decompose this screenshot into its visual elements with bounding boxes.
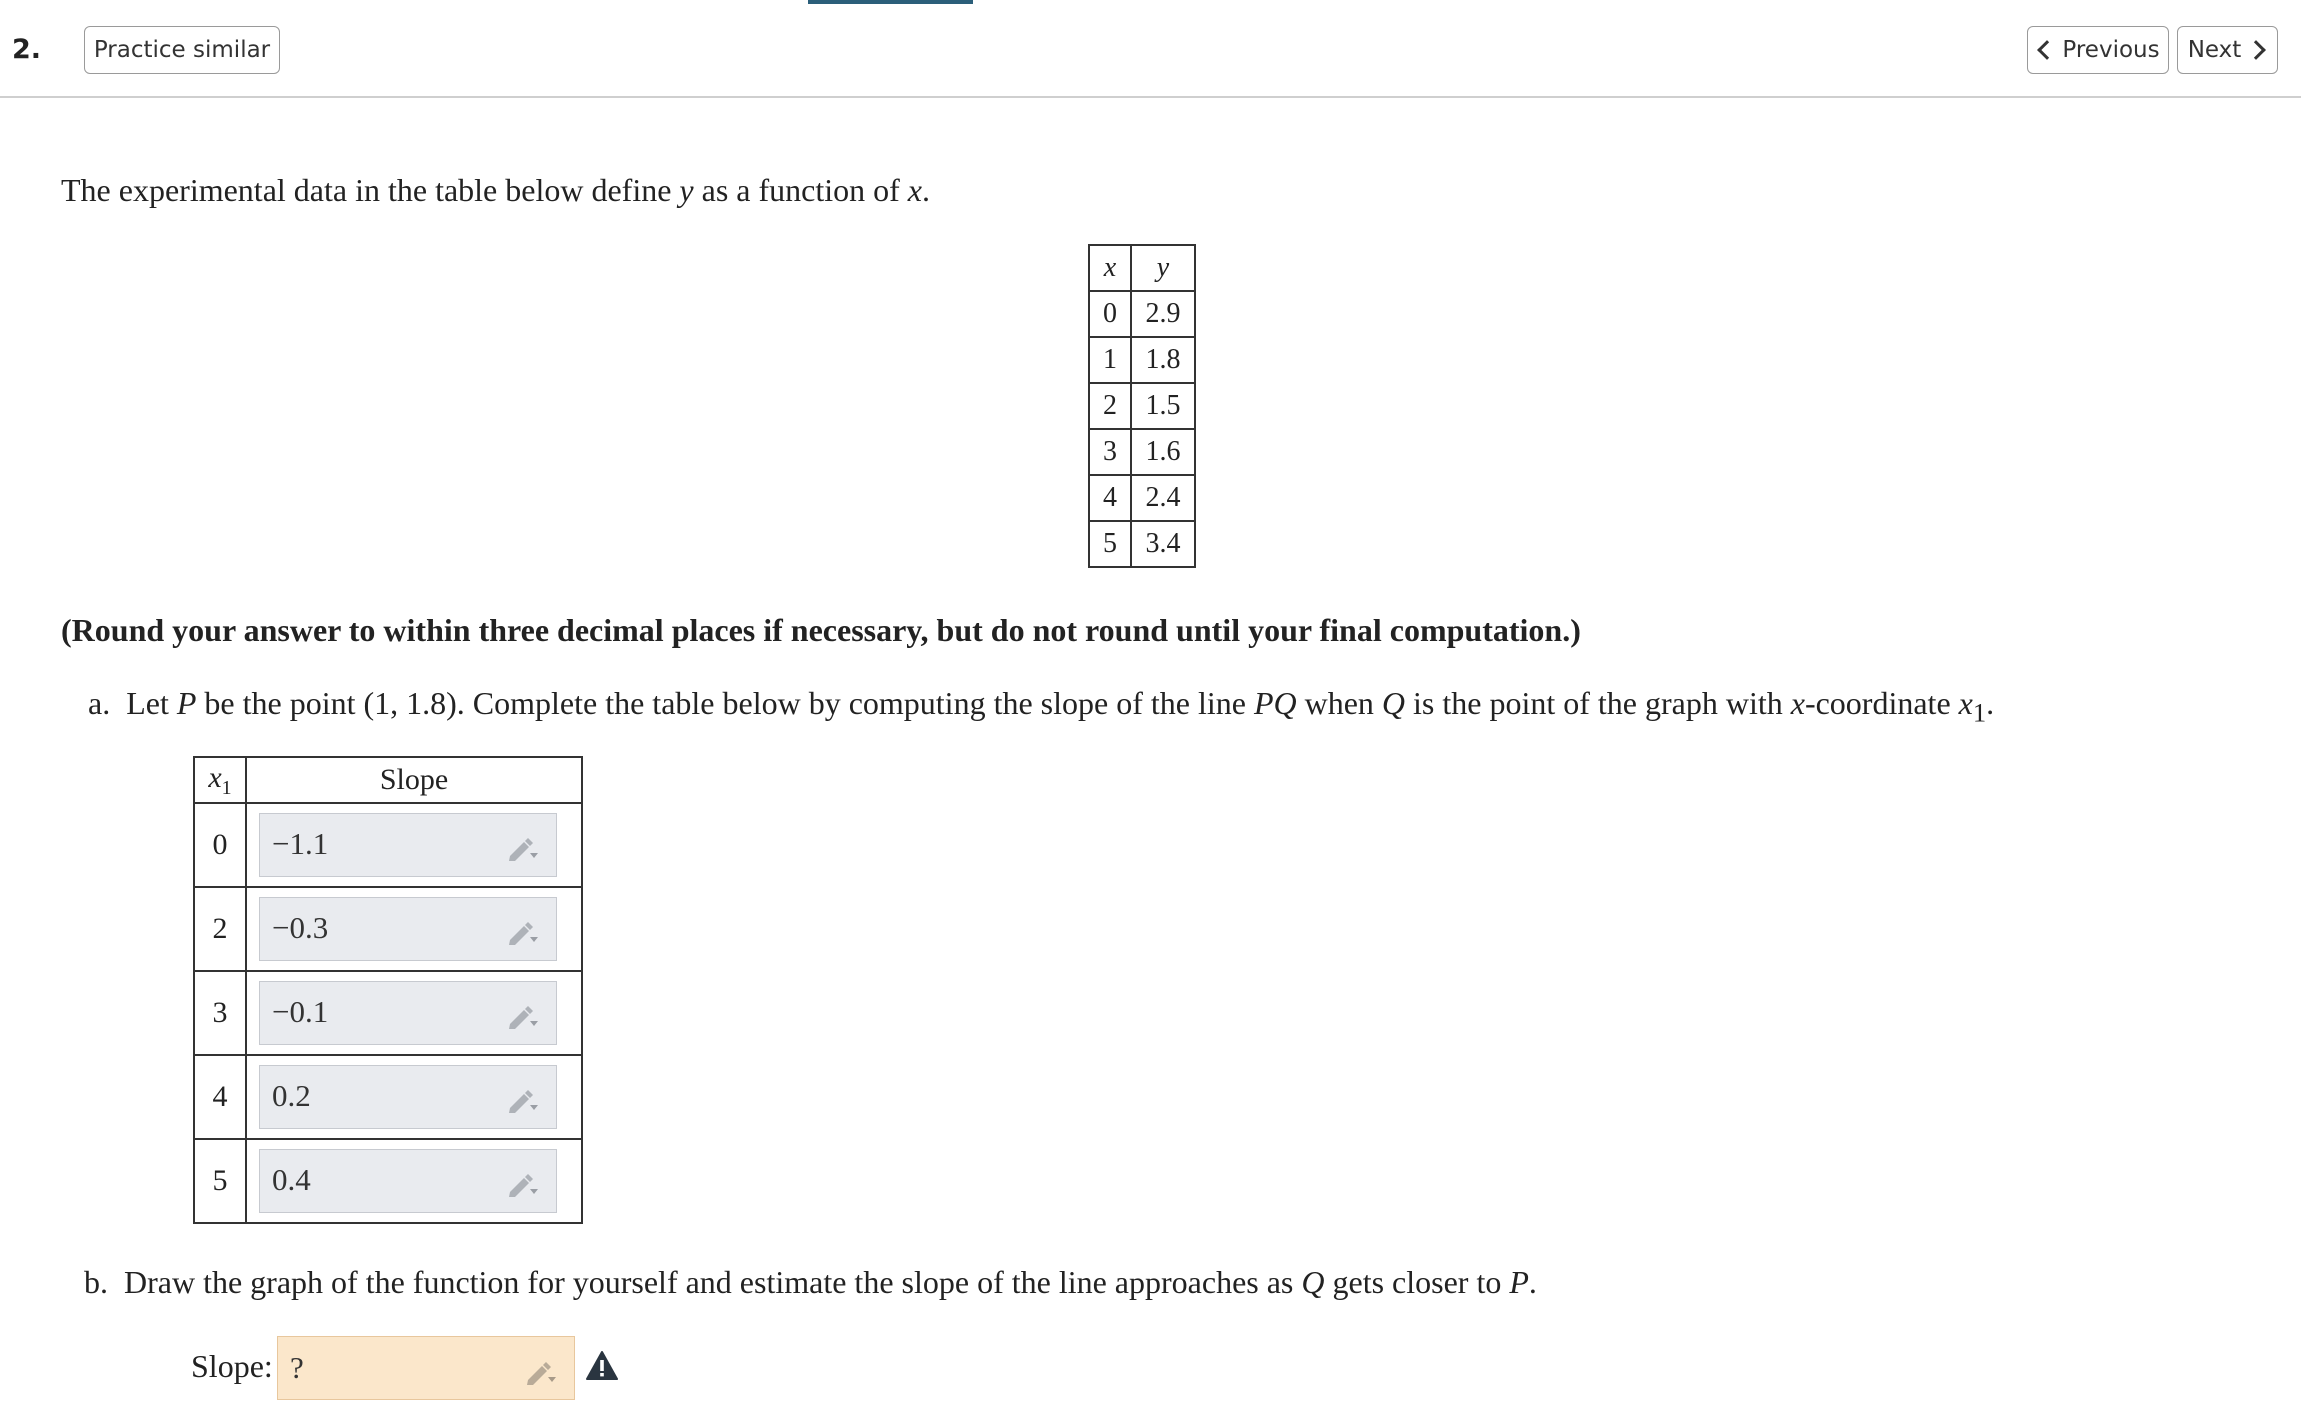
data-cell-x: 1	[1089, 337, 1131, 383]
part-a-text: a. Let P be the point (1, 1.8). Complete the table below by computing the slope of the line PQ when Q is the point of the graph with x-coordinate $x_1$.	[88, 685, 1995, 728]
data-header-x: x	[1089, 245, 1131, 291]
table-row	[1089, 291, 1195, 337]
slope-answer-input[interactable]: −1.1	[259, 813, 557, 877]
data-cell-y: 1.5	[1131, 383, 1195, 429]
question-header	[0, 0, 2301, 98]
slope-row-cell	[246, 971, 582, 1055]
slope-row-x: 0	[194, 803, 246, 887]
slope-table-header	[194, 757, 582, 803]
slope-row-cell	[246, 1055, 582, 1139]
slope-answer-input[interactable]: 0.2	[259, 1065, 557, 1129]
chevron-left-icon	[2037, 40, 2057, 60]
slope-row-cell	[246, 803, 582, 887]
slope-row-x: 5	[194, 1139, 246, 1223]
var-x: x	[907, 172, 922, 208]
pencil-icon[interactable]	[506, 920, 540, 946]
slope-header-x1: $x_1$	[194, 757, 246, 803]
pencil-icon[interactable]	[524, 1360, 558, 1386]
slope-answer-input[interactable]: −0.3	[259, 897, 557, 961]
previous-label: Previous	[2062, 37, 2160, 63]
data-cell-x: 5	[1089, 521, 1131, 567]
data-cell-y: 3.4	[1131, 521, 1195, 567]
data-cell-x: 4	[1089, 475, 1131, 521]
table-row	[1089, 475, 1195, 521]
pencil-icon[interactable]	[506, 1088, 540, 1114]
pencil-icon[interactable]	[506, 1172, 540, 1198]
data-cell-y: 2.4	[1131, 475, 1195, 521]
part-b-marker: b.	[84, 1264, 108, 1300]
next-label: Next	[2187, 37, 2242, 63]
data-cell-x: 2	[1089, 383, 1131, 429]
slope-row-x: 4	[194, 1055, 246, 1139]
chevron-right-icon	[2246, 40, 2266, 60]
var-y: y	[679, 172, 694, 208]
part-a-marker: a.	[88, 685, 111, 721]
table-row	[194, 803, 582, 887]
table-row	[194, 971, 582, 1055]
pencil-icon[interactable]	[506, 1004, 540, 1030]
table-row	[1089, 383, 1195, 429]
table-row	[194, 887, 582, 971]
warning-icon	[586, 1350, 618, 1382]
slope-row-cell	[246, 1139, 582, 1223]
data-table-header	[1089, 245, 1195, 291]
slope-answer-input[interactable]: −0.1	[259, 981, 557, 1045]
slope-row-x: 3	[194, 971, 246, 1055]
slope-answer-input[interactable]: 0.4	[259, 1149, 557, 1213]
data-cell-y: 1.8	[1131, 337, 1195, 383]
slope-row-x: 2	[194, 887, 246, 971]
active-indicator	[808, 0, 973, 4]
problem-intro: The experimental data in the table below define y as a function of x.	[61, 172, 930, 208]
slope-row-cell	[246, 887, 582, 971]
table-row	[194, 1055, 582, 1139]
data-header-y: y	[1131, 245, 1195, 291]
question-number: 2.	[12, 34, 42, 65]
data-cell-x: 3	[1089, 429, 1131, 475]
data-cell-x: 0	[1089, 291, 1131, 337]
rounding-note: (Round your answer to within three decimal places if necessary, but do not round until your final computation.)	[61, 612, 1581, 648]
table-row	[1089, 521, 1195, 567]
data-cell-y: 1.6	[1131, 429, 1195, 475]
slope-estimate-input[interactable]: ?	[277, 1336, 575, 1400]
table-row	[1089, 337, 1195, 383]
slope-table	[193, 756, 583, 1224]
next-button[interactable]	[2177, 26, 2278, 74]
slope-label: Slope:	[191, 1348, 273, 1384]
slope-header-slope: Slope	[246, 757, 582, 803]
data-cell-y: 2.9	[1131, 291, 1195, 337]
practice-similar-button[interactable]: Practice similar	[84, 26, 280, 74]
previous-button[interactable]	[2027, 26, 2169, 74]
table-row	[1089, 429, 1195, 475]
data-table	[1088, 244, 1196, 568]
part-b-text: b. Draw the graph of the function for yourself and estimate the slope of the line approaches as Q gets closer to P.	[84, 1264, 1537, 1300]
pencil-icon[interactable]	[506, 836, 540, 862]
table-row	[194, 1139, 582, 1223]
